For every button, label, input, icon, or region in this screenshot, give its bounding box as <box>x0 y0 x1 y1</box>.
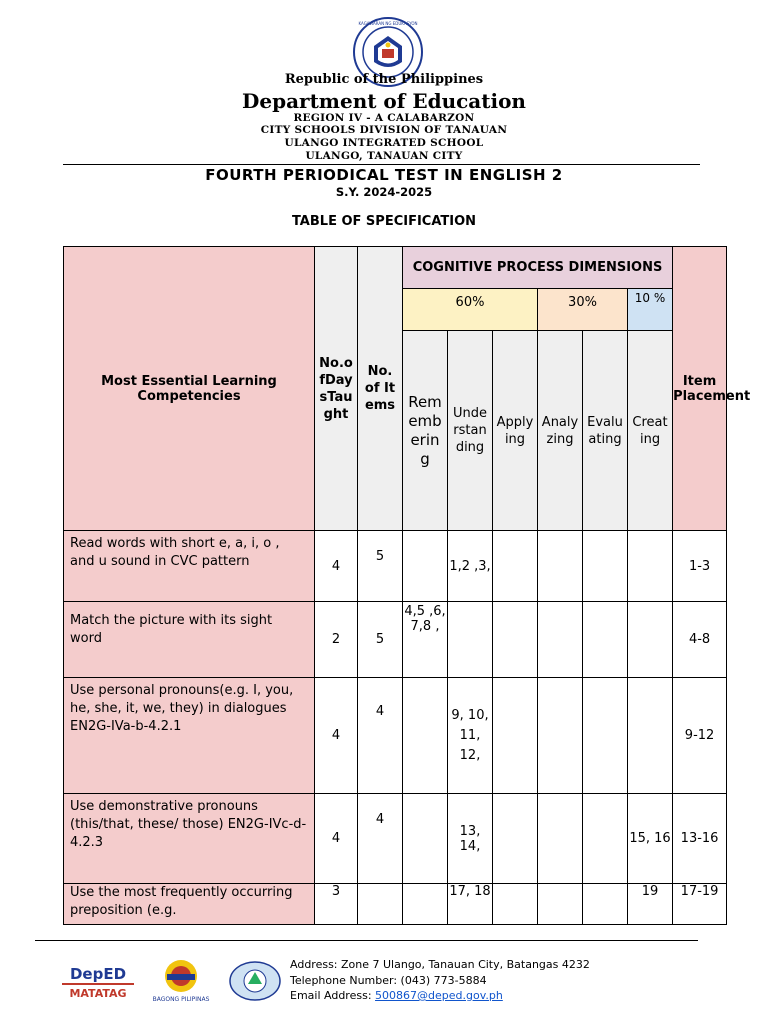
creating-cell <box>628 531 673 602</box>
department-heading: Department of Education <box>242 89 526 113</box>
remembering-header: Remembering <box>403 331 448 531</box>
deped-wordmark: DepED <box>69 965 127 983</box>
understanding-header: Understanding <box>448 331 493 531</box>
header-divider <box>63 164 700 165</box>
evaluating-cell <box>583 531 628 602</box>
days-cell: 4 <box>315 794 358 884</box>
days-cell: 4 <box>315 531 358 602</box>
analyzing-cell <box>538 678 583 794</box>
applying-cell <box>493 884 538 925</box>
analyzing-cell <box>538 794 583 884</box>
table-row <box>64 678 727 794</box>
bagong-pilipinas-wordmark: BAGONG PILIPINAS <box>152 996 210 1003</box>
items-cell: 5 <box>358 531 403 602</box>
item-placement-header: Item Placement <box>673 247 727 531</box>
table-row <box>64 794 727 884</box>
email-label: Email Address: <box>290 989 376 1002</box>
specification-table <box>63 246 751 925</box>
footer-address: Address: Zone 7 Ulango, Tanauan City, Batangas 4232 <box>290 958 590 971</box>
cognitive-header: COGNITIVE PROCESS DIMENSIONS <box>403 247 673 289</box>
items-cell <box>358 884 403 925</box>
days-taught-header: No.ofDaysTaught <box>315 247 358 531</box>
creating-cell: 19 <box>628 884 673 925</box>
analyzing-cell <box>538 531 583 602</box>
creating-cell <box>628 602 673 678</box>
remembering-cell <box>403 794 448 884</box>
table-row <box>64 884 727 925</box>
applying-cell <box>493 678 538 794</box>
evaluating-cell <box>583 884 628 925</box>
understanding-cell <box>448 602 493 678</box>
competency-cell: Use the most frequently occurring preposition (e.g. <box>64 884 315 925</box>
placement-cell: 13-16 <box>673 794 727 884</box>
footer-divider <box>35 940 698 941</box>
analyzing-header: Analyzing <box>538 331 583 531</box>
evaluating-cell <box>583 602 628 678</box>
remembering-cell <box>403 884 448 925</box>
understanding-cell: 17, 18 <box>448 884 493 925</box>
competency-cell: Match the picture with its sight word <box>64 602 315 678</box>
school-year: S.Y. 2024-2025 <box>335 185 433 199</box>
placement-cell: 1-3 <box>673 531 727 602</box>
test-title: FOURTH PERIODICAL TEST IN ENGLISH 2 <box>205 166 563 184</box>
remembering-cell <box>403 678 448 794</box>
table-row <box>64 531 727 602</box>
republic-heading: Republic of the Philippines <box>284 72 484 87</box>
placement-cell: 9-12 <box>673 678 727 794</box>
days-cell: 2 <box>315 602 358 678</box>
days-cell: 3 <box>315 884 358 925</box>
creating-cell: 15, 16 <box>628 794 673 884</box>
percent-30: 30% <box>538 289 628 331</box>
no-of-items-header: No. of Items <box>358 247 403 531</box>
footer-telephone: Telephone Number: (043) 773-5884 <box>290 974 487 987</box>
bagong-pilipinas-logo <box>146 958 216 1004</box>
applying-cell <box>493 602 538 678</box>
school-text: ULANGO INTEGRATED SCHOOL <box>284 137 484 149</box>
evaluating-cell <box>583 794 628 884</box>
school-logo <box>228 960 282 1002</box>
footer-email <box>290 989 503 1002</box>
items-cell: 4 <box>358 678 403 794</box>
location-text: ULANGO, TANAUAN CITY <box>305 150 463 162</box>
analyzing-cell <box>538 884 583 925</box>
days-cell: 4 <box>315 678 358 794</box>
percent-10: 10 % <box>628 289 673 331</box>
creating-header: Creating <box>628 331 673 531</box>
competency-cell: Use personal pronouns(e.g. I, you, he, she, it, we, they) in dialogues EN2G-IVa-b-4.2.1 <box>64 678 315 794</box>
understanding-cell: 13, 14, <box>448 794 493 884</box>
items-cell: 4 <box>358 794 403 884</box>
understanding-cell: 9, 10, 11, 12, <box>448 678 493 794</box>
understanding-cell: 1,2 ,3, <box>448 531 493 602</box>
percent-60: 60% <box>403 289 538 331</box>
applying-cell <box>493 794 538 884</box>
remembering-cell: 4,5 ,6, 7,8 , <box>403 602 448 678</box>
competency-cell: Read words with short e, a, i, o , and u sound in CVC pattern <box>64 531 315 602</box>
deped-matatag-logo <box>60 962 136 1002</box>
applying-cell <box>493 531 538 602</box>
competency-cell: Use demonstrative pronouns (this/that, these/ those) EN2G-IVc-d-4.2.3 <box>64 794 315 884</box>
evaluating-header: Evaluating <box>583 331 628 531</box>
creating-cell <box>628 678 673 794</box>
table-row <box>64 602 727 678</box>
applying-header: Applying <box>493 331 538 531</box>
table-title: TABLE OF SPECIFICATION <box>291 214 477 229</box>
svg-text:KAGAWARAN NG EDUKASYON: KAGAWARAN NG EDUKASYON <box>358 21 418 26</box>
evaluating-cell <box>583 678 628 794</box>
placement-cell: 17-19 <box>673 884 727 925</box>
remembering-cell <box>403 531 448 602</box>
email-link[interactable]: 500867@deped.gov.ph <box>375 989 503 1002</box>
division-text: CITY SCHOOLS DIVISION OF TANAUAN <box>260 124 508 136</box>
placement-cell: 4-8 <box>673 602 727 678</box>
region-text: REGION IV - A CALABARZON <box>293 112 475 124</box>
matatag-wordmark: MATATAG <box>69 987 127 1000</box>
analyzing-cell <box>538 602 583 678</box>
competencies-header: Most Essential Learning Competencies <box>64 247 315 531</box>
items-cell: 5 <box>358 602 403 678</box>
